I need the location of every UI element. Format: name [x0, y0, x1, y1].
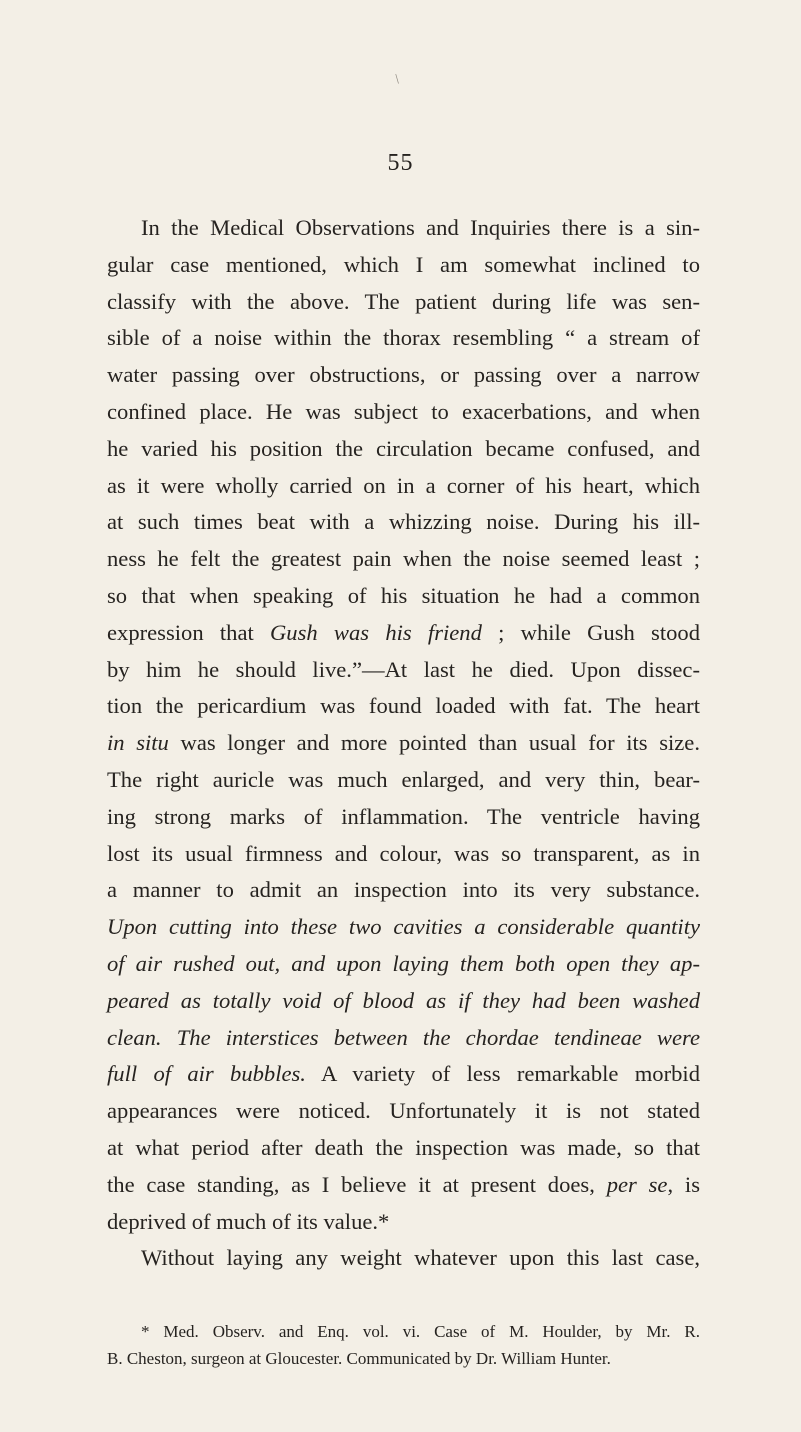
text-line: the case standing, as I believe it at present does, per se, is — [107, 1171, 700, 1197]
text-line: In the Medical Observations and Inquiries there is a sin- — [141, 215, 700, 240]
pencil-tick-mark: / — [391, 72, 404, 87]
text-line: in situ was longer and more pointed than usual for its size. — [107, 730, 700, 756]
page-number: 55 — [387, 150, 414, 176]
text-line: lost its usual firmness and colour, was so transparent, as in — [107, 840, 700, 866]
text-line: sible of a noise within the thorax resembling “ a stream of — [107, 325, 700, 351]
text-line: ness he felt the greatest pain when the noise seemed least ; — [107, 546, 700, 572]
text-line: of air rushed out, and upon laying them both open they ap- — [107, 950, 700, 976]
text-line: at such times beat with a whizzing noise. During his ill- — [107, 509, 700, 535]
text-line: deprived of much of its value.* — [107, 1208, 390, 1234]
text-line: confined place. He was subject to exacerbations, and when — [107, 398, 700, 424]
text-line: classify with the above. The patient during life was sen- — [107, 288, 700, 314]
footnote-line: B. Cheston, surgeon at Gloucester. Communicated by Dr. William Hunter. — [107, 1349, 611, 1368]
text-line: by him he should live.”—At last he died. Upon dissec- — [107, 656, 700, 682]
text-line: peared as totally void of blood as if they had been washed — [107, 987, 700, 1013]
footnote — [107, 1318, 700, 1372]
text-line: The right auricle was much enlarged, and very thin, bear- — [107, 766, 700, 792]
text-line: full of air bubbles. A variety of less remarkable morbid — [107, 1061, 701, 1087]
text-line: appearances were noticed. Unfortunately it is not stated — [107, 1098, 700, 1124]
text-line: Without laying any weight whatever upon this last case, — [141, 1245, 700, 1271]
text-line: at what period after death the inspection was made, so that — [107, 1134, 700, 1160]
text-line: water passing over obstructions, or passing over a narrow — [107, 362, 700, 388]
text-line: gular case mentioned, which I am somewhat inclined to — [107, 251, 700, 277]
text-line: expression that Gush was his friend ; while Gush stood — [107, 619, 700, 645]
text-line: he varied his position the circulation became confused, and — [107, 435, 700, 461]
text-line: tion the pericardium was found loaded with fat. The heart — [107, 693, 700, 719]
text-line: Upon cutting into these two cavities a considerable quantity — [107, 914, 700, 940]
text-line: clean. The interstices between the chordae tendineae were — [107, 1024, 700, 1050]
text-line: ing strong marks of inflammation. The ventricle having — [107, 803, 700, 829]
text-line: a manner to admit an inspection into its very substance. — [107, 877, 700, 903]
text-line: as it were wholly carried on in a corner of his heart, which — [107, 472, 700, 498]
text-line: so that when speaking of his situation he had a common — [107, 582, 700, 608]
body-text — [107, 210, 700, 1277]
footnote-line: * Med. Observ. and Enq. vol. vi. Case of M. Houlder, by Mr. R. — [141, 1322, 700, 1341]
